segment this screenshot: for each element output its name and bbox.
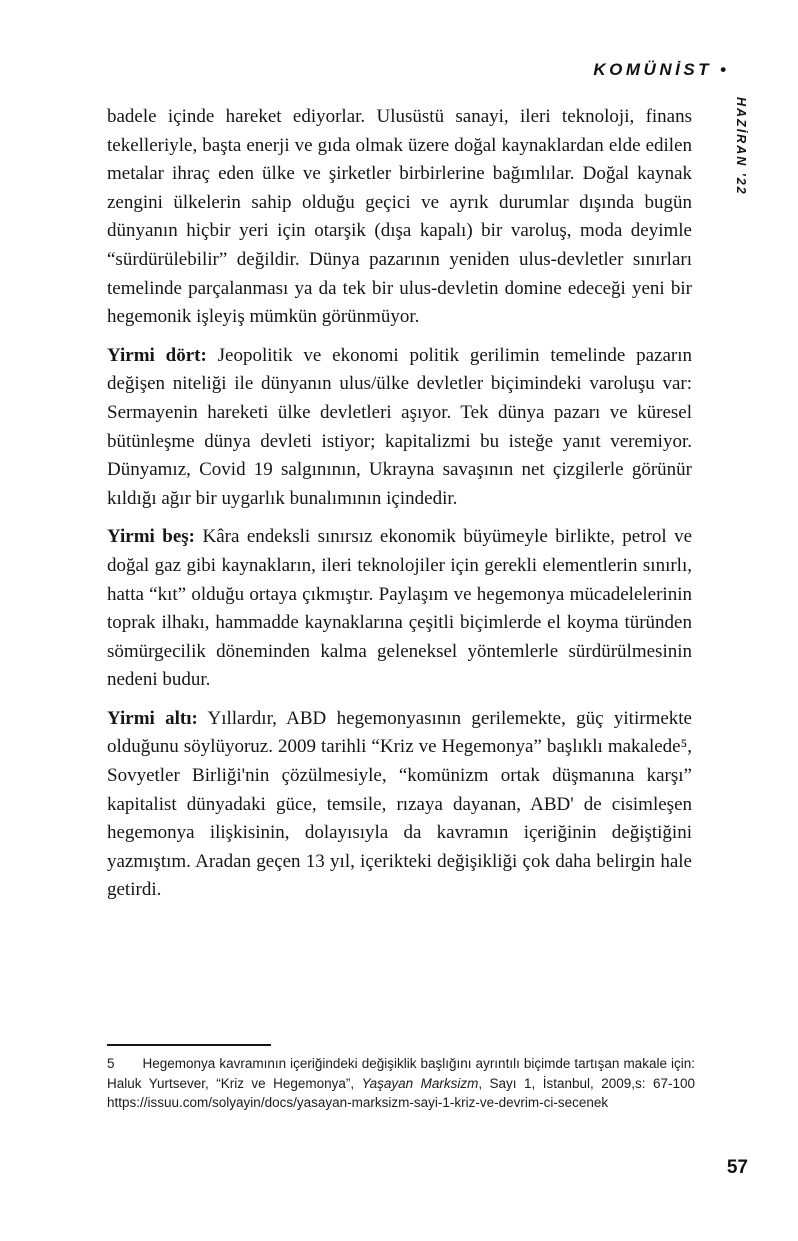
- footnote-text-tail: , Sayı 1, İstanbul, 2009,s: 67-100 https://issuu.com/solyayin/docs/yasayan-marksizm-sayi-1-kriz-ve-devrim-ci-secenek: [107, 1075, 695, 1110]
- masthead-bullet-icon: •: [720, 60, 726, 79]
- paragraph: [107, 103, 692, 332]
- paragraph-lead: Yirmi dört:: [107, 344, 207, 366]
- paragraph-text: badele içinde hareket ediyorlar. Ulusüstü sanayi, ileri teknoloji, finans tekelleriyle, başta enerji ve gıda olmak üzere doğal kaynaklardan elde edilen metalar ihraç eden ülke ve şirketler birbirlerine bağımlılar. Doğal kaynak zengini ülkelerin sahip olduğu geçici ve ayrık durumlar dışında bugün dünyanın hiçbir yeri için otarşik (dışa kapalı) bir varoluş, moda deyimle “sürdürülebilir” değildir. Dünya pazarının yeniden ulus-devletler sınırları temelinde parçalanması ya da tek bir ulus-devletin domine edeceği yeni bir hegemonik işleyiş mümkün görünmüyor.: [107, 106, 692, 328]
- paragraph: [107, 523, 692, 695]
- footnote-text: Hegemonya kavramının içeriğindeki değişiklik başlığını ayrıntılı biçimde tartışan makale için: Haluk Yurtsever, “Kriz ve Hegemonya”,: [107, 1056, 695, 1091]
- body-text: [107, 103, 692, 905]
- paragraph-text: Kâra endeksli sınırsız ekonomik büyümeyle birlikte, petrol ve doğal gaz gibi kaynakların, ileri teknolojiler için gerekli elementlerin sınırlı, hatta “kıt” olduğu ortaya çıkmıştır. Paylaşım ve hegemonya mücadelelerinin toprak ilhakı, hammadde kaynaklarına çeşitli biçimlerde el koyma türünden sömürgecilik döneminden kalma geleneksel yöntemlerle sürdürülmesinin nedeni budur.: [107, 526, 693, 691]
- paragraph-lead: Yirmi beş:: [107, 526, 196, 548]
- paragraph: [107, 705, 692, 905]
- paragraph-lead: Yirmi altı:: [107, 707, 198, 729]
- masthead: [593, 60, 726, 80]
- footnote: [107, 1054, 695, 1113]
- footnote-italic-title: Yaşayan Marksizm: [361, 1075, 479, 1091]
- paragraph-text: Jeopolitik ve ekonomi politik gerilimin temelinde pazarın değişen niteliği ile dünyanın ulus/ülke devletler biçimindeki varoluşu var: Sermayenin hareketi ülke devletleri aşıyor. Tek dünya pazarı ve küresel bütünleşme dünya devleti istiyor; kapitalizmi bu isteğe yanıt veremiyor. Dünyamız, Covid 19 salgınının, Ukrayna savaşının net çizgilerle görünür kıldığı ağır bir uygarlık bunalımının içindedir.: [107, 344, 692, 509]
- magazine-title: KOMÜNİST: [593, 60, 713, 79]
- issue-label: HAZİRAN '22: [734, 97, 748, 196]
- paragraph: [107, 342, 692, 514]
- paragraph-text: Yıllardır, ABD hegemonyasının gerilemekte, güç yitirmekte olduğunu söylüyoruz. 2009 tarihli “Kriz ve Hegemonya” başlıklı makalede⁵, Sovyetler Birliği'nin çözülmesiyle, “komünizm ortak düşmanına karşı” kapitalist dünyadaki güce, temsile, rızaya dayanan, ABD' de cisimleşen hegemonya ilişkisinin, dolayısıyla da kavramın içeriğinin değiştiğini yazmıştım. Aradan geçen 13 yıl, içerikteki değişikliği çok daha belirgin hale getirdi.: [107, 707, 692, 901]
- footnote-divider: [107, 1044, 271, 1046]
- page-number: 57: [726, 1157, 748, 1178]
- footnote-number: 5: [107, 1056, 115, 1071]
